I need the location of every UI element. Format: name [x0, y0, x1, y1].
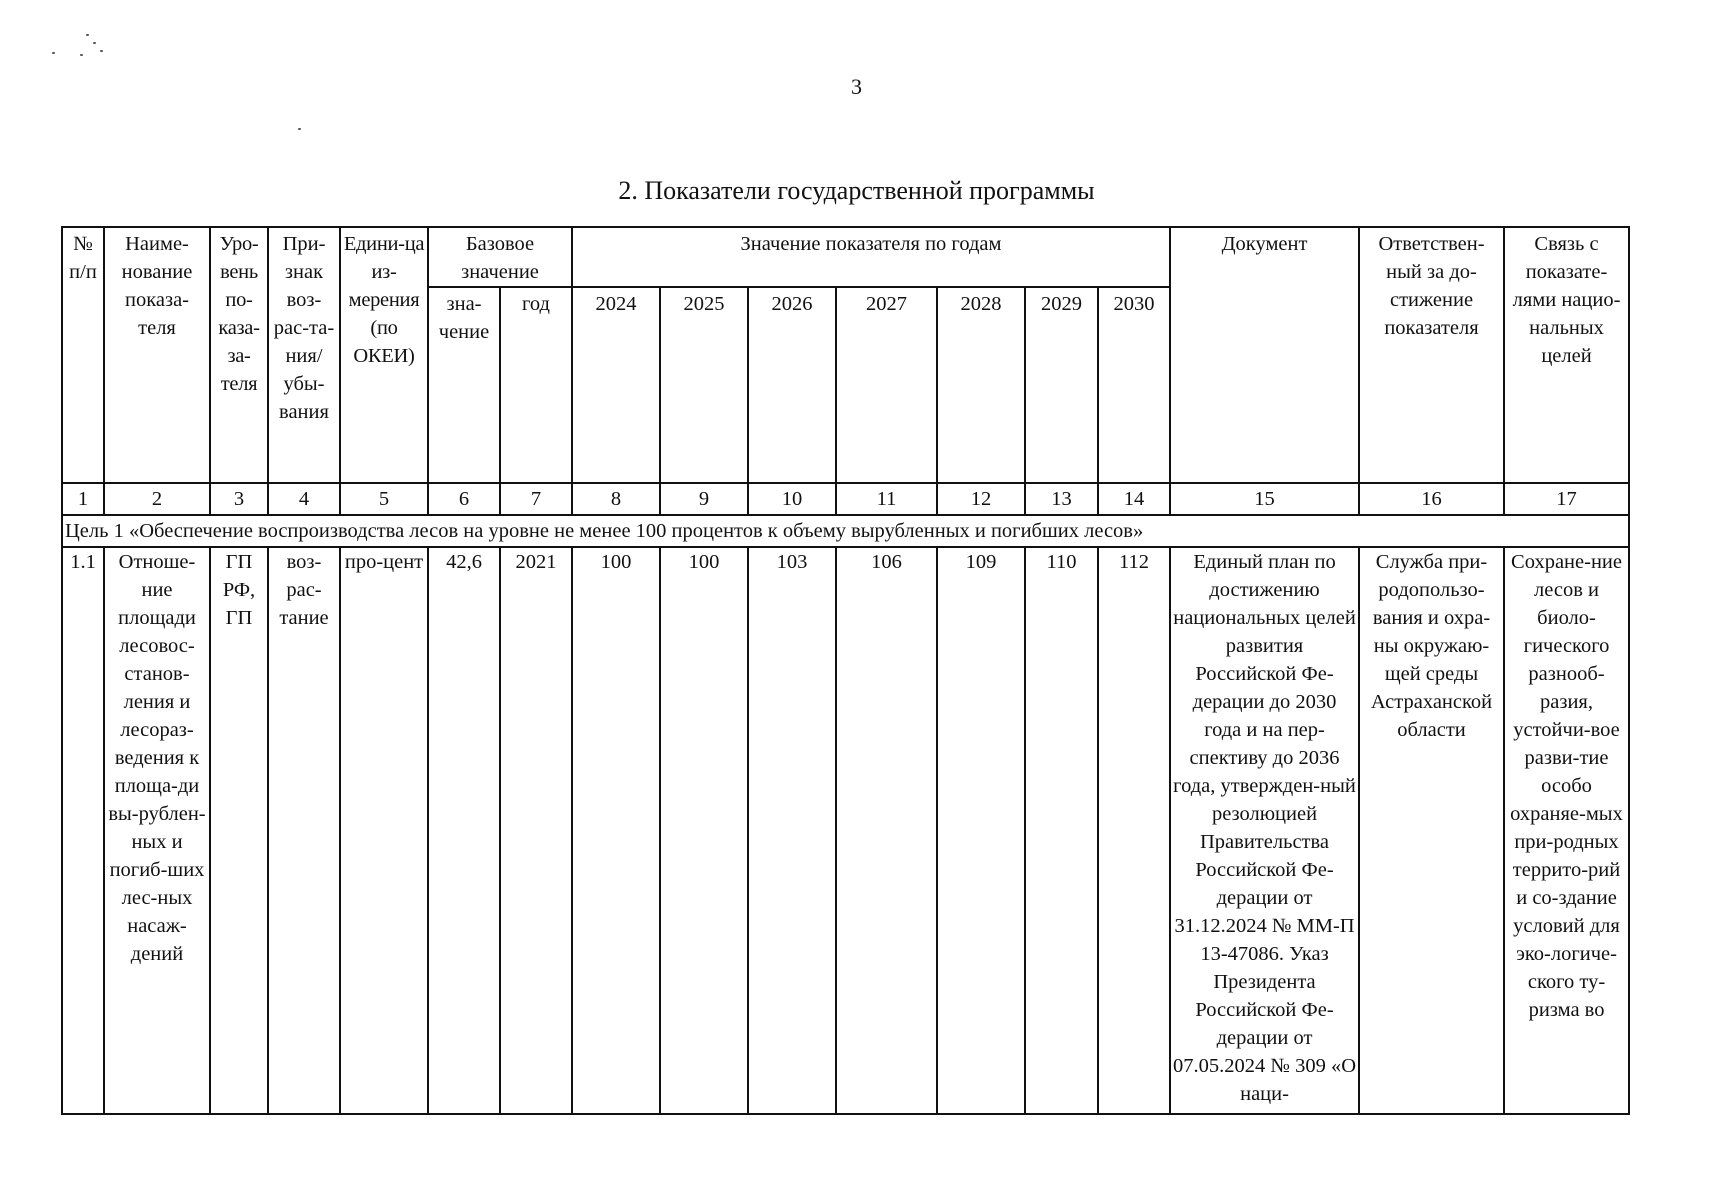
column-number: 1: [62, 483, 104, 515]
header-link: Связь с показате-лями нацио-нальных целей: [1504, 227, 1629, 483]
row-document: Единый план по достижению национальных целей развития Российской Фе-дерации до 2030 года и на пер-спективу до 2036 года, утвержден-ный резолюцией Правительства Российской Фе-дерации от 31.12.2024 № ММ-П 13-47086. Указ Президента Российской Фе-дерации от 07.05.2024 № 309 «О наци-: [1170, 547, 1359, 1114]
column-number: 3: [210, 483, 268, 515]
scan-speck: [93, 42, 96, 44]
scan-speck: [100, 50, 103, 52]
row-link: Сохране-ние лесов и биоло-гического разнооб-разия, устойчи-вое разви-тие особо охраняе-мых при-родных террито-рий и со-здание условий для эко-логиче-ского ту-ризма во: [1504, 547, 1629, 1114]
scan-speck: [80, 54, 83, 56]
table-row: [62, 547, 1629, 1114]
column-number: 14: [1098, 483, 1170, 515]
column-number: 7: [500, 483, 572, 515]
header-year: 2024: [572, 287, 660, 483]
header-years-group: Значение показателя по годам: [572, 227, 1170, 287]
column-number: 12: [937, 483, 1025, 515]
header-unit: Едини-ца из-мерения (по ОКЕИ): [340, 227, 428, 483]
header-sign: При-знак воз-рас-та-ния/ убы-вания: [268, 227, 340, 483]
row-no: 1.1: [62, 547, 104, 1114]
row-value-2028: 109: [937, 547, 1025, 1114]
header-base-group: Базовое значение: [428, 227, 572, 287]
header-name: Наиме-нование показа-теля: [104, 227, 210, 483]
header-level: Уро-вень по-каза-за-теля: [210, 227, 268, 483]
column-numbers-row: [62, 483, 1629, 515]
row-value-2024: 100: [572, 547, 660, 1114]
scan-speck: [86, 34, 89, 36]
column-number: 8: [572, 483, 660, 515]
column-number: 5: [340, 483, 428, 515]
scan-speck: [52, 52, 55, 54]
column-number: 11: [836, 483, 937, 515]
row-base-value: 42,6: [428, 547, 500, 1114]
column-number: 6: [428, 483, 500, 515]
header-year: 2025: [660, 287, 748, 483]
column-number: 4: [268, 483, 340, 515]
row-unit: про-цент: [340, 547, 428, 1114]
column-number: 10: [748, 483, 836, 515]
row-value-2026: 103: [748, 547, 836, 1114]
header-responsible: Ответствен-ный за до-стижение показателя: [1359, 227, 1504, 483]
page-number: 3: [851, 74, 862, 99]
header-year: 2027: [836, 287, 937, 483]
column-number: 9: [660, 483, 748, 515]
column-number: 15: [1170, 483, 1359, 515]
column-number: 17: [1504, 483, 1629, 515]
column-number: 2: [104, 483, 210, 515]
column-number: 13: [1025, 483, 1098, 515]
header-year: 2026: [748, 287, 836, 483]
header-year: 2029: [1025, 287, 1098, 483]
indicators-table: [61, 226, 1630, 1115]
row-level: ГП РФ, ГП: [210, 547, 268, 1114]
header-row-1: [62, 227, 1629, 287]
goal-text: Цель 1 «Обеспечение воспроизводства лесов на уровне не менее 100 процентов к объему вырубленных и погибших лесов»: [62, 515, 1629, 547]
row-value-2029: 110: [1025, 547, 1098, 1114]
column-number: 16: [1359, 483, 1504, 515]
row-sign: воз-рас-тание: [268, 547, 340, 1114]
row-name: Отноше-ние площади лесовос-станов-ления и лесораз-ведения к площа-ди вы-рублен-ных и погиб-ших лес-ных насаж-дений: [104, 547, 210, 1114]
row-responsible: Служба при-родопользо-вания и охра-ны окружаю-щей среды Астраханской области: [1359, 547, 1504, 1114]
row-value-2025: 100: [660, 547, 748, 1114]
header-base-year: год: [500, 287, 572, 483]
header-document: Документ: [1170, 227, 1359, 483]
row-value-2027: 106: [836, 547, 937, 1114]
header-no: № п/п: [62, 227, 104, 483]
header-base-value: зна-чение: [428, 287, 500, 483]
header-year: 2030: [1098, 287, 1170, 483]
row-base-year: 2021: [500, 547, 572, 1114]
goal-row: [62, 515, 1629, 547]
section-title: 2. Показатели государственной программы: [618, 176, 1095, 205]
header-year: 2028: [937, 287, 1025, 483]
row-value-2030: 112: [1098, 547, 1170, 1114]
scan-speck: [298, 128, 301, 130]
